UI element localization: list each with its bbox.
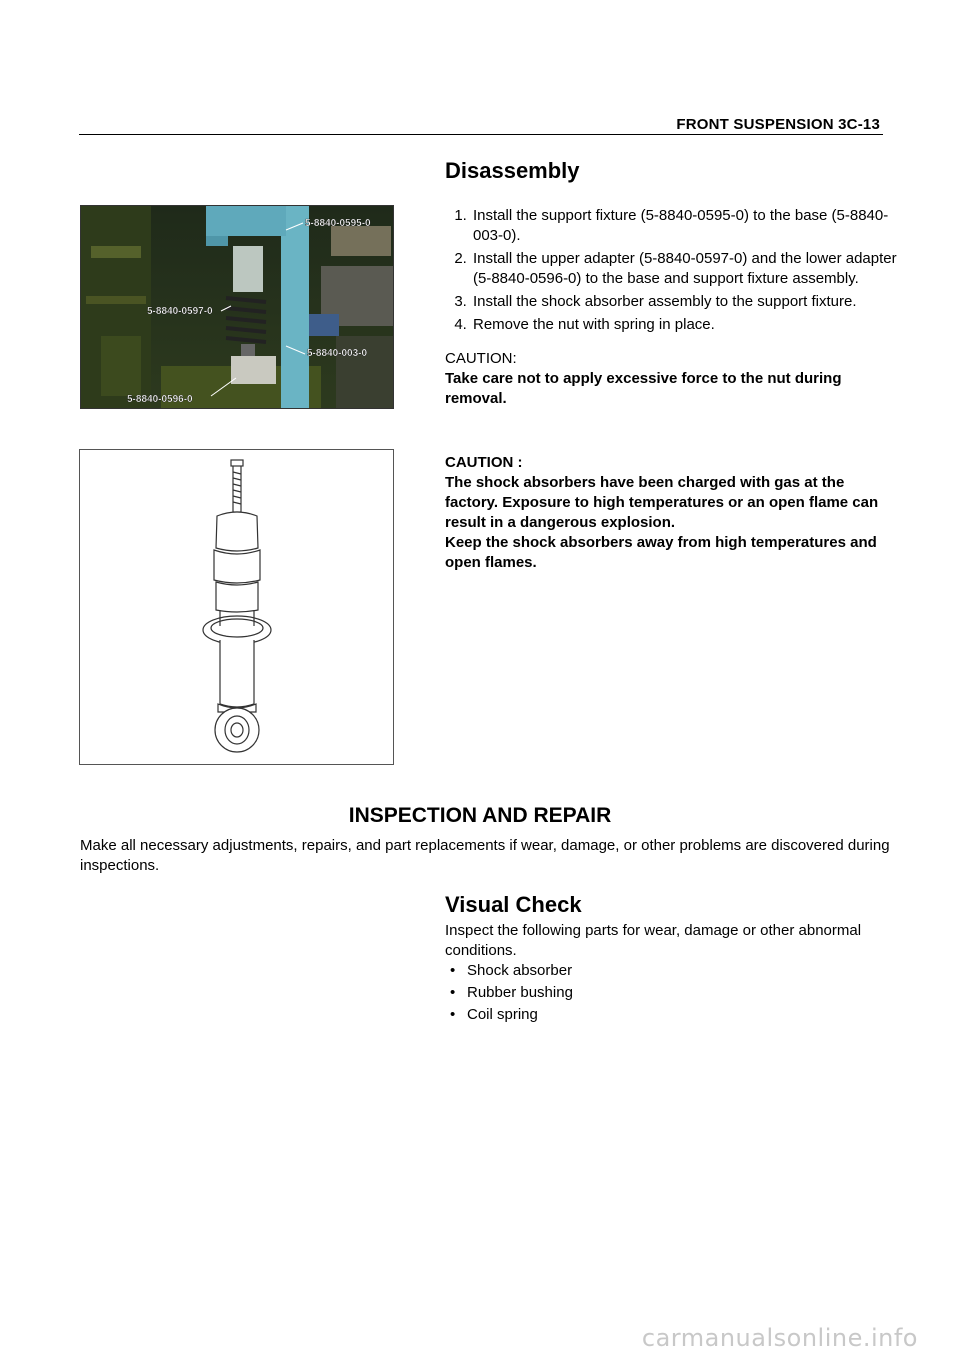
inspection-intro: Make all necessary adjustments, repairs, and part replacements if wear, damage, or other problems are discovered during inspections. (80, 837, 890, 874)
shock-absorber-diagram (79, 449, 394, 765)
visual-check-intro: Inspect the following parts for wear, damage or other abnormal conditions. (445, 922, 862, 959)
bullet-icon: • (450, 962, 456, 979)
page-header-title: FRONT SUSPENSION 3C-13 (676, 116, 880, 133)
bullet-icon: • (450, 984, 456, 1001)
list-item (445, 1004, 573, 1026)
disassembly-heading: Disassembly (445, 158, 580, 183)
list-item-label: Coil spring (467, 1006, 538, 1023)
fixture-photo-image (81, 206, 393, 408)
caution-line: The shock absorbers have been charged with gas at the factory. Exposure to high temperatures or an open flame can result in a dangerous explosion. (445, 474, 879, 531)
visual-check-heading: Visual Check (445, 892, 582, 917)
disassembly-caution (445, 349, 885, 409)
caution-text: Take care not to apply excessive force to the nut during removal. (445, 370, 842, 407)
disassembly-steps (445, 206, 911, 338)
bullet-icon: • (450, 1006, 456, 1023)
caution-label: CAUTION: (445, 350, 517, 367)
shock-absorber-illustration (80, 450, 393, 764)
callout-label: 5-8840-003-0 (307, 348, 368, 359)
callout-label: 5-8840-0596-0 (127, 394, 193, 405)
watermark-link[interactable]: carmanualsonline.info (641, 1324, 918, 1352)
header-rule (79, 134, 883, 135)
list-item-label: Shock absorber (467, 962, 573, 979)
callout-label: 5-8840-0597-0 (147, 306, 213, 317)
caution-line: Keep the shock absorbers away from high temperatures and open flames. (445, 534, 877, 571)
disassembly-step: 4. Remove the nut with spring in place. (471, 315, 911, 335)
disassembly-step: 2. Install the upper adapter (5-8840-0597-0) and the lower adapter (5-8840-0596-0) to the base and support fixture assembly. (471, 249, 911, 289)
inspection-and-repair-heading: INSPECTION AND REPAIR (348, 804, 612, 827)
disassembly-step: 3. Install the shock absorber assembly to the support fixture. (471, 292, 911, 312)
list-item (445, 982, 573, 1004)
list-item-label: Rubber bushing (467, 984, 573, 1001)
list-item (445, 960, 573, 982)
support-fixture-photo (80, 205, 394, 409)
visual-check-list (445, 960, 573, 1026)
caution-label: CAUTION : (445, 454, 523, 471)
shock-absorber-caution (445, 453, 885, 573)
callout-label: 5-8840-0595-0 (305, 218, 371, 229)
disassembly-step: 1. Install the support fixture (5-8840-0595-0) to the base (5-8840-003-0). (471, 206, 911, 246)
